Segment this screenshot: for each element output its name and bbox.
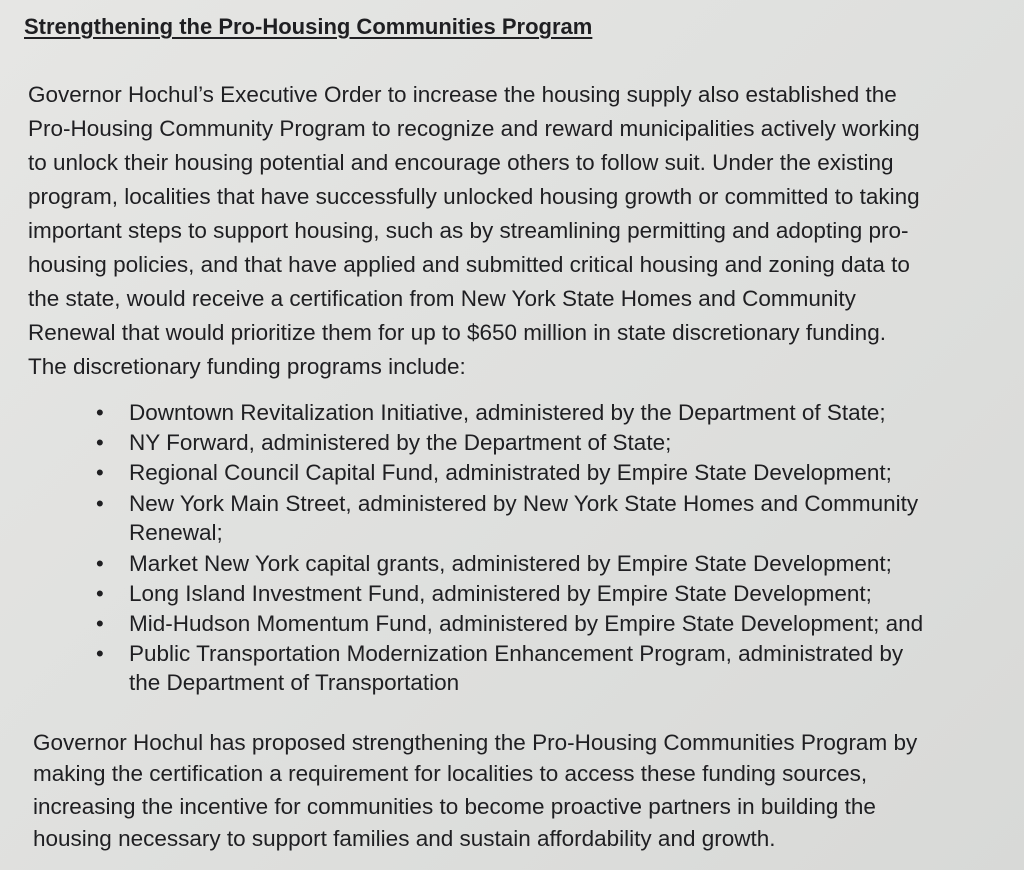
list-item-text: Long Island Investment Fund, administered by Empire State Development; xyxy=(129,581,872,606)
text-line: Pro-Housing Community Program to recognize and reward municipalities actively working xyxy=(28,116,920,141)
list-item-text: NY Forward, administered by the Department of State; xyxy=(129,430,672,455)
text-line: making the certification a requirement for localities to access these funding sources, xyxy=(33,761,868,786)
list-item-text: Market New York capital grants, administered by Empire State Development; xyxy=(129,551,892,576)
list-item-text: the Department of Transportation xyxy=(129,670,460,695)
list-item-text: New York Main Street, administered by New York State Homes and Community xyxy=(129,491,919,516)
bullet-icon: • xyxy=(96,581,104,606)
list-item-text: Regional Council Capital Fund, administrated by Empire State Development; xyxy=(129,460,892,485)
text-line: increasing the incentive for communities to become proactive partners in building the xyxy=(33,794,876,819)
text-line: to unlock their housing potential and encourage others to follow suit. Under the existing xyxy=(28,150,894,175)
list-item-text: Renewal; xyxy=(129,520,223,545)
bullet-icon: • xyxy=(96,430,104,455)
text-line: important steps to support housing, such as by streamlining permitting and adopting pro- xyxy=(28,218,909,243)
text-line: program, localities that have successfully unlocked housing growth or committed to taking xyxy=(28,184,920,209)
text-line: The discretionary funding programs include: xyxy=(28,354,466,379)
text-line: housing policies, and that have applied and submitted critical housing and zoning data to xyxy=(28,252,910,277)
list-item-text: Downtown Revitalization Initiative, administered by the Department of State; xyxy=(129,400,886,425)
text-line: Renewal that would prioritize them for up to $650 million in state discretionary funding. xyxy=(28,320,886,345)
text-line: housing necessary to support families and sustain affordability and growth. xyxy=(33,826,776,851)
list-item-text: Mid-Hudson Momentum Fund, administered by Empire State Development; and xyxy=(129,611,924,636)
text-line: Governor Hochul has proposed strengthening the Pro-Housing Communities Program by xyxy=(33,730,918,755)
bullet-icon: • xyxy=(96,491,104,516)
list-item-text: Public Transportation Modernization Enhancement Program, administrated by xyxy=(129,641,904,666)
bullet-icon: • xyxy=(96,611,104,636)
text-line: the state, would receive a certification from New York State Homes and Community xyxy=(28,286,856,311)
bullet-icon: • xyxy=(96,400,104,425)
bullet-icon: • xyxy=(96,641,104,666)
bullet-icon: • xyxy=(96,551,104,576)
bullet-icon: • xyxy=(96,460,104,485)
text-line: Governor Hochul’s Executive Order to increase the housing supply also established the xyxy=(28,82,897,107)
section-heading: Strengthening the Pro-Housing Communities Program xyxy=(24,14,593,39)
